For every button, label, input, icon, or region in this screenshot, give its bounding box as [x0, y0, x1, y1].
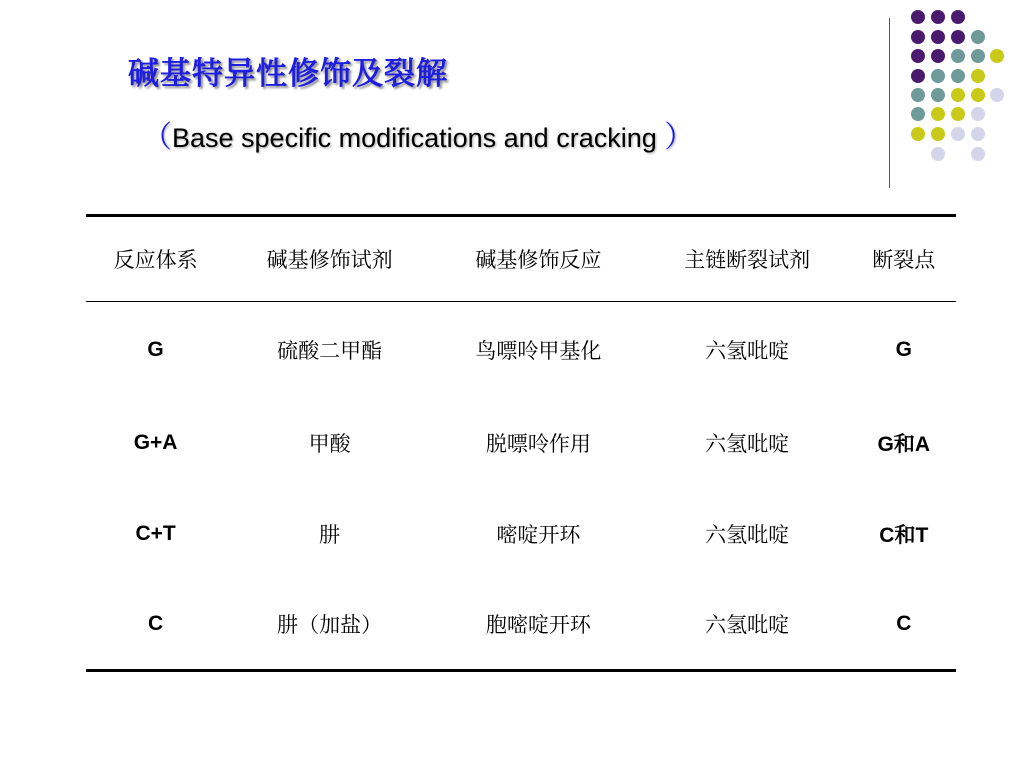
table-row	[86, 580, 956, 671]
decorative-dot	[990, 88, 1004, 102]
decorative-dot	[971, 49, 985, 63]
cell-cleavage-reagent: 六氢吡啶	[705, 338, 790, 363]
decorative-dot	[911, 69, 925, 83]
cell-cleavage-point: C和T	[879, 524, 929, 547]
decorative-dot-grid	[0, 0, 1024, 200]
decorative-dot	[911, 107, 925, 121]
decorative-dot	[911, 30, 925, 44]
decorative-dot	[971, 69, 985, 83]
cell-cleavage-point: G	[895, 337, 912, 361]
decorative-dot	[971, 127, 985, 141]
subtitle-text: Base specific modifications and cracking	[172, 123, 665, 153]
decorative-dot	[951, 127, 965, 141]
table-row	[86, 489, 956, 580]
decorative-dot	[931, 88, 945, 102]
header-modification-reagent: 碱基修饰试剂	[266, 248, 393, 272]
cell-reagent: 肼（加盐）	[277, 613, 383, 638]
decorative-dot	[911, 49, 925, 63]
header-cleavage-point: 断裂点	[872, 248, 936, 272]
decorative-dot	[911, 88, 925, 102]
cell-reagent: 硫酸二甲酯	[277, 338, 383, 363]
decorative-dot	[971, 147, 985, 161]
decorative-dot	[931, 127, 945, 141]
cell-reaction: 鸟嘌呤甲基化	[475, 338, 602, 363]
decorative-dot	[951, 10, 965, 24]
cell-cleavage-reagent: 六氢吡啶	[705, 523, 790, 547]
decorative-dot	[971, 107, 985, 121]
cell-reagent: 肼	[319, 523, 341, 547]
cell-cleavage-point: G和A	[877, 433, 931, 456]
header-reaction-system: 反应体系	[113, 248, 198, 272]
decorative-dot	[931, 49, 945, 63]
decorative-dot	[951, 88, 965, 102]
decorative-dot	[911, 127, 925, 141]
table-row	[86, 398, 956, 489]
table-row	[86, 302, 956, 398]
cell-system: C	[148, 612, 164, 636]
cell-system: G	[147, 337, 164, 361]
subtitle-close-paren: ）	[664, 120, 695, 155]
cell-cleavage-reagent: 六氢吡啶	[705, 613, 790, 638]
table-header-row	[86, 216, 956, 302]
decorative-dot	[931, 107, 945, 121]
reaction-table	[86, 214, 956, 672]
decorative-divider-line	[889, 18, 890, 188]
decorative-dot	[951, 49, 965, 63]
slide-title: 碱基特异性修饰及裂解	[128, 56, 448, 92]
decorative-dot	[951, 69, 965, 83]
subtitle-open-paren: （	[142, 120, 172, 155]
cell-cleavage-point: C	[896, 612, 912, 636]
decorative-dot	[911, 10, 925, 24]
cell-reagent: 甲酸	[308, 432, 351, 456]
decorative-dot	[971, 30, 985, 44]
cell-reaction: 胞嘧啶开环	[485, 613, 591, 638]
decorative-dot	[931, 10, 945, 24]
header-modification-reaction: 碱基修饰反应	[475, 248, 602, 272]
header-cleavage-reagent: 主链断裂试剂	[684, 248, 811, 272]
slide-subtitle	[142, 112, 694, 156]
cell-reaction: 脱嘌呤作用	[485, 432, 591, 456]
decorative-dot	[951, 30, 965, 44]
decorative-dot	[971, 88, 985, 102]
cell-system: C+T	[135, 522, 176, 545]
cell-system: G+A	[133, 431, 178, 454]
decorative-dot	[931, 147, 945, 161]
decorative-dot	[931, 30, 945, 44]
decorative-dot	[931, 69, 945, 83]
cell-reaction: 嘧啶开环	[496, 523, 581, 547]
decorative-dot	[951, 107, 965, 121]
cell-cleavage-reagent: 六氢吡啶	[705, 432, 790, 456]
decorative-dot	[990, 49, 1004, 63]
